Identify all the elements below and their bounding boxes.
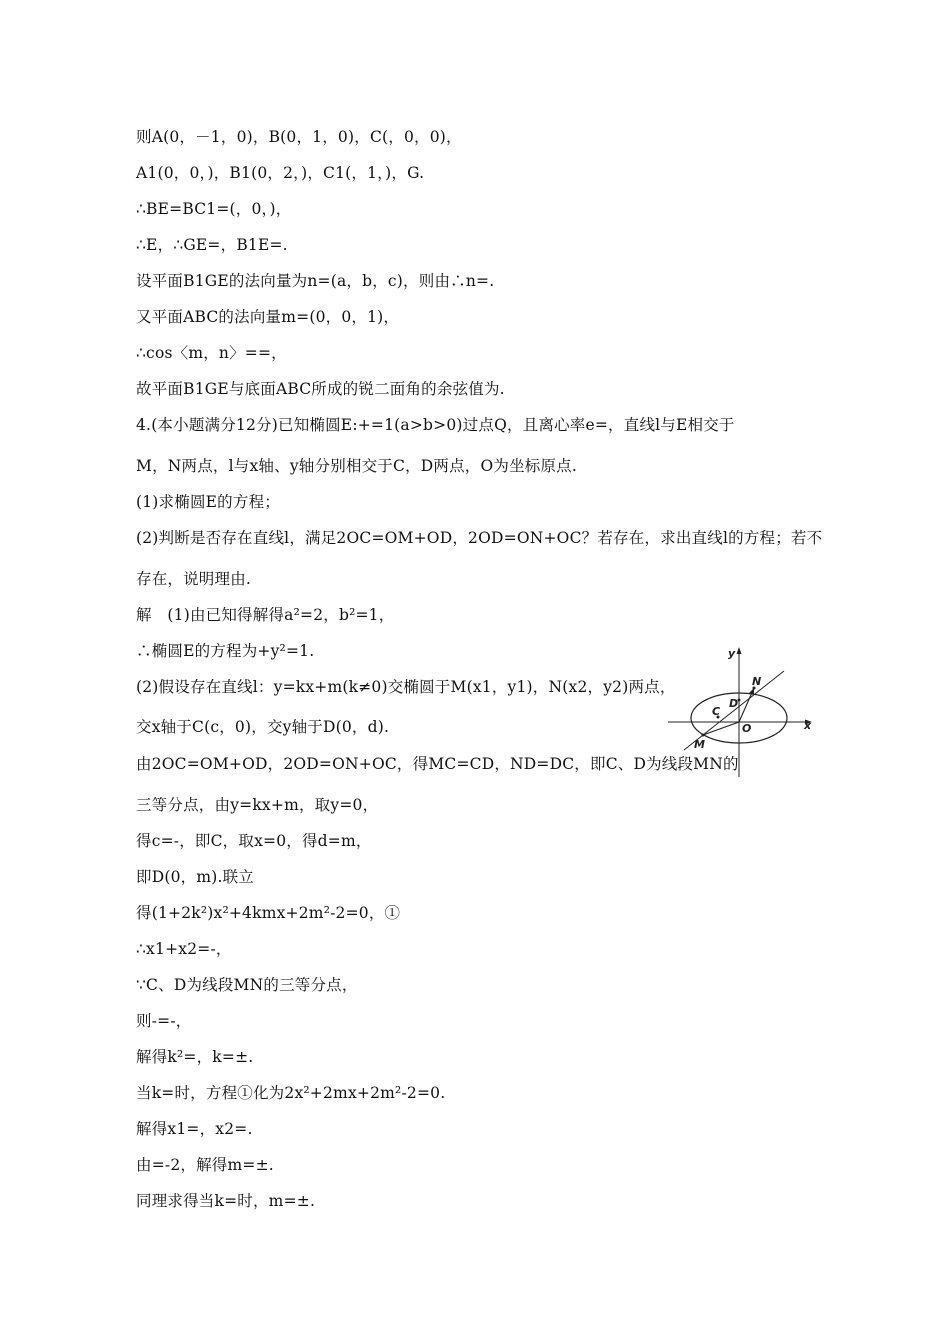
text-line: ∴BE=BC1=(，0，)，	[136, 200, 292, 218]
solution-line: 同理求得当k=时，m=±.	[136, 1192, 316, 1210]
problem-statement-line: 4.(本小题满分12分)已知椭圆E:+=1(a>b>0)过点Q，且离心率e=，直线l与E相交于	[136, 416, 735, 434]
label-n: N	[752, 675, 762, 688]
y-axis-label: y	[728, 647, 736, 660]
label-d: D	[729, 697, 739, 710]
label-o: O	[742, 722, 752, 735]
label-m: M	[694, 738, 705, 751]
problem-statement-line: M，N两点，l与x轴、y轴分别相交于C，D两点，O为坐标原点.	[136, 457, 578, 475]
solution-line: 得(1+2k²)x²+4kmx+2m²-2=0，①	[136, 904, 401, 922]
solution-line: 交x轴于C(c，0)，交y轴于D(0，d).	[136, 718, 390, 736]
solution-line: 即D(0，m).联立	[136, 868, 255, 886]
text-line: 故平面B1GE与底面ABC所成的锐二面角的余弦值为.	[136, 380, 505, 398]
y-axis-arrow	[737, 647, 742, 654]
x-axis-label: x	[804, 719, 812, 732]
text-line: ∴E，∴GE=，B1E=.	[136, 236, 288, 254]
solution-line: 解得x1=，x2=.	[136, 1120, 253, 1138]
solution-line: 得c=-，即C，取x=0，得d=m，	[136, 832, 372, 850]
text-line: 设平面B1GE的法向量为n=(a，b，c)，则由∴n=.	[136, 272, 495, 290]
solution-line: 三等分点，由y=kx+m，取y=0，	[136, 796, 379, 814]
solution-line: 则-=-，	[136, 1012, 192, 1030]
text-line: 则A(0，－1，0)，B(0，1，0)，C(，0，0)，	[136, 128, 462, 146]
ellipse-figure	[668, 645, 816, 780]
ellipse-diagram-svg	[668, 645, 816, 780]
solution-line: 由2OC=OM+OD，2OD=ON+OC，得MC=CD，ND=DC，即C、D为线段MN的	[136, 755, 739, 773]
solution-line: 由=-2，解得m=±.	[136, 1156, 274, 1174]
vector-om	[703, 722, 739, 735]
solution-line: ∴x1+x2=-，	[136, 940, 232, 958]
solution-line: 当k=时，方程①化为2x²+2mx+2m²-2=0.	[136, 1084, 446, 1102]
question-2-cont: 存在，说明理由.	[136, 570, 252, 588]
solution-line: ∵C、D为线段MN的三等分点，	[136, 976, 358, 994]
text-line: A1(0，0，)，B1(0，2，)，C1(，1，)，G.	[136, 164, 425, 182]
solution-line: 解 (1)由已知得解得a²=2，b²=1，	[136, 606, 395, 624]
solution-line: 解得k²=，k=±.	[136, 1048, 254, 1066]
text-line: 又平面ABC的法向量m=(0，0，1)，	[136, 308, 400, 326]
label-c: C	[712, 705, 721, 718]
question-2: (2)判断是否存在直线l，满足2OC=OM+OD，2OD=ON+OC？若存在，求出直线l的方程；若不	[136, 529, 823, 547]
solution-line: (2)假设存在直线l：y=kx+m(k≠0)交椭圆于M(x1，y1)，N(x2，y2)两点，	[136, 678, 676, 696]
point-m	[702, 734, 705, 737]
question-1: (1)求椭圆E的方程；	[136, 493, 280, 511]
solution-line: ∴椭圆E的方程为+y²=1.	[136, 642, 315, 660]
text-line: ∴cos〈m，n〉==，	[136, 344, 287, 362]
